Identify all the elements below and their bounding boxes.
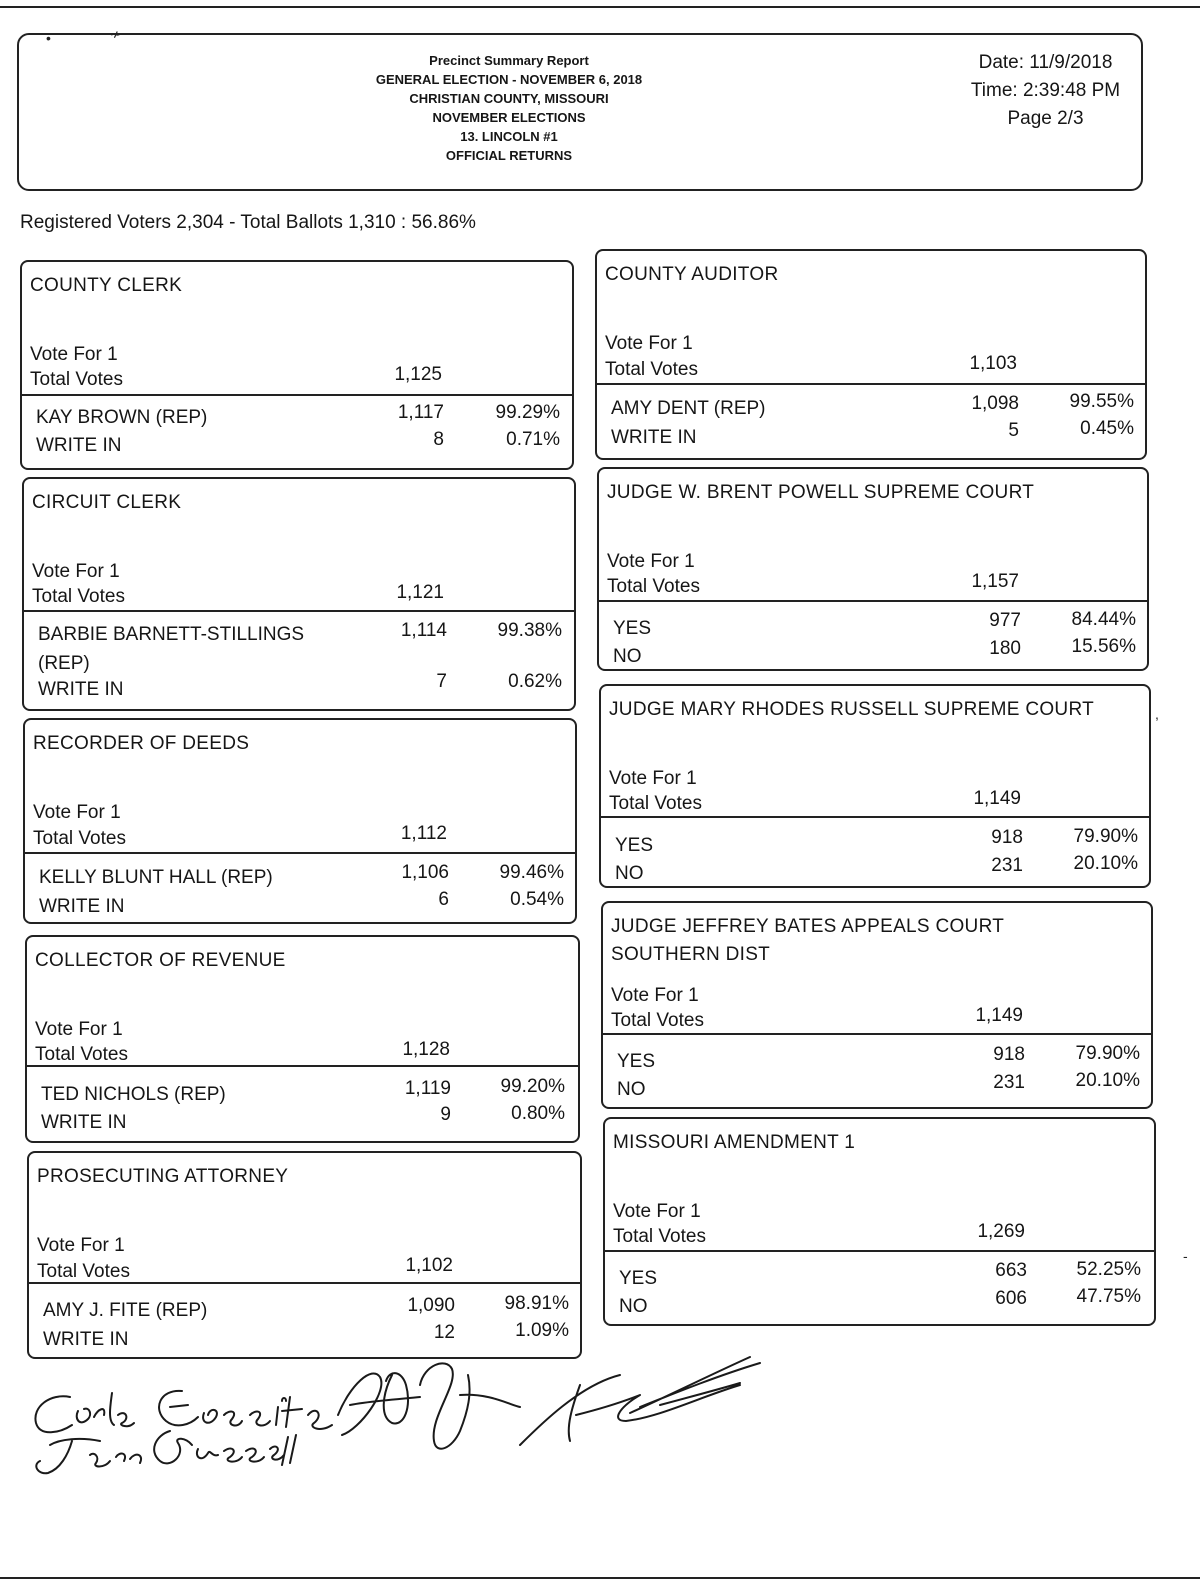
divider bbox=[601, 816, 1149, 818]
candidate-name: WRITE IN bbox=[38, 679, 124, 700]
race-title: CIRCUIT CLERK bbox=[32, 492, 182, 513]
signature-stroke bbox=[36, 1439, 141, 1473]
race-box-prosecuting-attorney bbox=[27, 1151, 582, 1359]
total-votes-label: Total Votes bbox=[613, 1226, 706, 1247]
candidate-name: KAY BROWN (REP) bbox=[36, 407, 208, 428]
report-header bbox=[17, 33, 1143, 191]
choice-percent: 79.90% bbox=[1075, 1043, 1140, 1064]
choice-votes: 918 bbox=[993, 1044, 1025, 1065]
total-votes-value: 1,112 bbox=[400, 823, 447, 844]
choice-percent: 15.56% bbox=[1071, 636, 1136, 657]
choice-percent: 84.44% bbox=[1071, 609, 1136, 630]
header-meta bbox=[958, 49, 1133, 133]
choice-votes: 977 bbox=[989, 610, 1021, 631]
choice-votes: 663 bbox=[995, 1260, 1027, 1281]
choice-votes: 918 bbox=[991, 827, 1023, 848]
candidate-votes: 1,106 bbox=[401, 862, 449, 883]
total-votes-label: Total Votes bbox=[35, 1044, 128, 1065]
vote-for-label: Vote For 1 bbox=[611, 985, 699, 1006]
choice-votes: 180 bbox=[989, 638, 1021, 659]
vote-for-label: Vote For 1 bbox=[32, 561, 120, 582]
precinct-name: 13. LINCOLN #1 bbox=[460, 129, 558, 144]
bottom-rule bbox=[0, 1577, 1200, 1579]
divider bbox=[24, 610, 574, 612]
race-title: PROSECUTING ATTORNEY bbox=[37, 1166, 289, 1187]
header-titles bbox=[339, 51, 679, 165]
total-votes-value: 1,149 bbox=[975, 1005, 1023, 1026]
total-votes-label: Total Votes bbox=[611, 1010, 704, 1031]
candidate-votes: 1,098 bbox=[971, 393, 1019, 414]
divider bbox=[22, 394, 572, 396]
candidate-percent: 1.09% bbox=[515, 1320, 569, 1341]
divider bbox=[29, 1282, 580, 1284]
candidate-percent: 99.20% bbox=[500, 1076, 565, 1097]
candidate-name: KELLY BLUNT HALL (REP) bbox=[39, 867, 273, 888]
ballot-choice: YES bbox=[615, 835, 654, 856]
candidate-percent: 0.45% bbox=[1080, 418, 1134, 439]
candidate-votes: 5 bbox=[1008, 420, 1019, 441]
ballot-choice: NO bbox=[619, 1296, 648, 1317]
candidate-votes: 1,114 bbox=[400, 620, 447, 641]
registration-summary: Registered Voters 2,304 - Total Ballots 1,310 : 56.86% bbox=[20, 212, 476, 233]
vote-for-label: Vote For 1 bbox=[37, 1235, 125, 1256]
signature-stroke bbox=[520, 1357, 760, 1445]
candidate-votes: 1,090 bbox=[407, 1295, 455, 1316]
race-title: COUNTY CLERK bbox=[30, 275, 183, 296]
choice-percent: 20.10% bbox=[1073, 853, 1138, 874]
total-votes-label: Total Votes bbox=[32, 586, 125, 607]
total-votes-label: Total Votes bbox=[37, 1261, 130, 1282]
total-votes-label: Total Votes bbox=[30, 369, 123, 390]
scan-mark: - bbox=[1183, 1248, 1188, 1264]
candidate-name: TED NICHOLS (REP) bbox=[41, 1084, 226, 1105]
total-votes-value: 1,102 bbox=[405, 1255, 453, 1276]
choice-votes: 606 bbox=[995, 1288, 1027, 1309]
race-box-county-auditor bbox=[595, 249, 1147, 460]
total-votes-value: 1,103 bbox=[969, 353, 1017, 374]
candidate-percent: 99.55% bbox=[1069, 391, 1134, 412]
race-box-judge-powell bbox=[597, 467, 1149, 671]
county-name: CHRISTIAN COUNTY, MISSOURI bbox=[409, 91, 609, 106]
total-votes-value: 1,125 bbox=[394, 364, 442, 385]
signature-stroke bbox=[154, 1431, 296, 1465]
divider bbox=[27, 1065, 578, 1067]
page-number: Page 2/3 bbox=[1007, 108, 1084, 129]
race-title-line-2: SOUTHERN DIST bbox=[611, 944, 771, 965]
candidate-party: (REP) bbox=[38, 653, 90, 674]
vote-for-label: Vote For 1 bbox=[613, 1201, 701, 1222]
total-votes-value: 1,157 bbox=[971, 571, 1019, 592]
candidate-percent: 98.91% bbox=[504, 1293, 569, 1314]
total-votes-label: Total Votes bbox=[607, 576, 700, 597]
scan-mark: • bbox=[46, 30, 51, 46]
scan-mark: ≁ bbox=[110, 26, 122, 42]
candidate-votes: 9 bbox=[440, 1104, 451, 1125]
choice-percent: 79.90% bbox=[1073, 826, 1138, 847]
choice-percent: 47.75% bbox=[1076, 1286, 1141, 1307]
top-rule bbox=[0, 6, 1200, 8]
candidate-votes: 6 bbox=[438, 889, 449, 910]
candidate-name: WRITE IN bbox=[41, 1112, 127, 1133]
divider bbox=[25, 852, 575, 854]
race-title: JUDGE W. BRENT POWELL SUPREME COURT bbox=[607, 482, 1035, 503]
total-votes-label: Total Votes bbox=[609, 793, 702, 814]
choice-votes: 231 bbox=[991, 855, 1023, 876]
candidate-percent: 99.38% bbox=[497, 620, 562, 641]
total-votes-label: Total Votes bbox=[605, 359, 698, 380]
race-title: JUDGE MARY RHODES RUSSELL SUPREME COURT bbox=[609, 699, 1095, 720]
candidate-name: BARBIE BARNETT-STILLINGS bbox=[38, 624, 305, 645]
candidate-percent: 99.29% bbox=[495, 402, 560, 423]
ballot-choice: NO bbox=[615, 863, 644, 884]
candidate-percent: 0.62% bbox=[508, 671, 562, 692]
candidate-name: WRITE IN bbox=[611, 427, 697, 448]
handwritten-signatures bbox=[20, 1345, 780, 1495]
race-title: MISSOURI AMENDMENT 1 bbox=[613, 1132, 856, 1153]
candidate-percent: 0.80% bbox=[511, 1103, 565, 1124]
signature-stroke bbox=[159, 1391, 332, 1429]
race-box-circuit-clerk bbox=[22, 477, 576, 711]
signature-stroke bbox=[338, 1363, 520, 1448]
ballot-choice: NO bbox=[617, 1079, 646, 1100]
candidate-percent: 0.71% bbox=[506, 429, 560, 450]
report-time: Time: 2:39:48 PM bbox=[970, 80, 1121, 101]
vote-for-label: Vote For 1 bbox=[609, 768, 697, 789]
choice-percent: 20.10% bbox=[1075, 1070, 1140, 1091]
candidate-percent: 99.46% bbox=[499, 862, 564, 883]
candidate-votes: 8 bbox=[433, 429, 444, 450]
total-votes-value: 1,269 bbox=[977, 1221, 1025, 1242]
race-title bbox=[611, 913, 1143, 969]
divider bbox=[597, 383, 1145, 385]
vote-for-label: Vote For 1 bbox=[35, 1019, 123, 1040]
race-title: COUNTY AUDITOR bbox=[605, 264, 779, 285]
scan-mark: , bbox=[1155, 706, 1159, 722]
total-votes-value: 1,149 bbox=[973, 788, 1021, 809]
total-votes-value: 1,121 bbox=[396, 582, 444, 603]
ballot-choice: NO bbox=[613, 646, 642, 667]
candidate-name: AMY J. FITE (REP) bbox=[43, 1300, 208, 1321]
report-date: Date: 11/9/2018 bbox=[978, 52, 1113, 73]
race-box-county-clerk bbox=[20, 260, 574, 470]
race-box-judge-russell bbox=[599, 684, 1151, 888]
elections-label: NOVEMBER ELECTIONS bbox=[432, 110, 586, 125]
race-title: COLLECTOR OF REVENUE bbox=[35, 950, 286, 971]
ballot-choice: YES bbox=[613, 618, 652, 639]
race-box-collector-of-revenue bbox=[25, 935, 580, 1143]
vote-for-label: Vote For 1 bbox=[33, 802, 121, 823]
race-box-recorder-of-deeds bbox=[23, 718, 577, 924]
total-votes-value: 1,128 bbox=[402, 1039, 450, 1060]
choice-votes: 231 bbox=[993, 1072, 1025, 1093]
candidate-votes: 12 bbox=[433, 1322, 455, 1343]
race-title: RECORDER OF DEEDS bbox=[33, 733, 250, 754]
vote-for-label: Vote For 1 bbox=[605, 333, 693, 354]
vote-for-label: Vote For 1 bbox=[30, 344, 118, 365]
candidate-name: WRITE IN bbox=[43, 1329, 129, 1350]
ballot-choice: YES bbox=[617, 1051, 656, 1072]
race-box-missouri-amendment-1 bbox=[603, 1117, 1156, 1326]
candidate-name: AMY DENT (REP) bbox=[611, 398, 766, 419]
candidate-name: WRITE IN bbox=[36, 435, 122, 456]
signature-stroke bbox=[35, 1393, 134, 1432]
candidate-name: WRITE IN bbox=[39, 896, 125, 917]
ballot-choice: YES bbox=[619, 1268, 658, 1289]
race-box-judge-bates bbox=[601, 901, 1153, 1109]
choice-percent: 52.25% bbox=[1076, 1259, 1141, 1280]
returns-label: OFFICIAL RETURNS bbox=[445, 148, 573, 163]
candidate-votes: 1,117 bbox=[397, 402, 444, 423]
race-title-line-1: JUDGE JEFFREY BATES APPEALS COURT bbox=[611, 916, 1005, 937]
candidate-votes: 7 bbox=[436, 671, 447, 692]
candidate-votes: 1,119 bbox=[404, 1078, 451, 1099]
divider bbox=[599, 600, 1147, 602]
divider bbox=[605, 1250, 1154, 1252]
candidate-percent: 0.54% bbox=[510, 889, 564, 910]
total-votes-label: Total Votes bbox=[33, 828, 126, 849]
election-name: GENERAL ELECTION - NOVEMBER 6, 2018 bbox=[375, 72, 643, 87]
divider bbox=[603, 1033, 1151, 1035]
report-title: Precinct Summary Report bbox=[429, 53, 589, 68]
vote-for-label: Vote For 1 bbox=[607, 551, 695, 572]
